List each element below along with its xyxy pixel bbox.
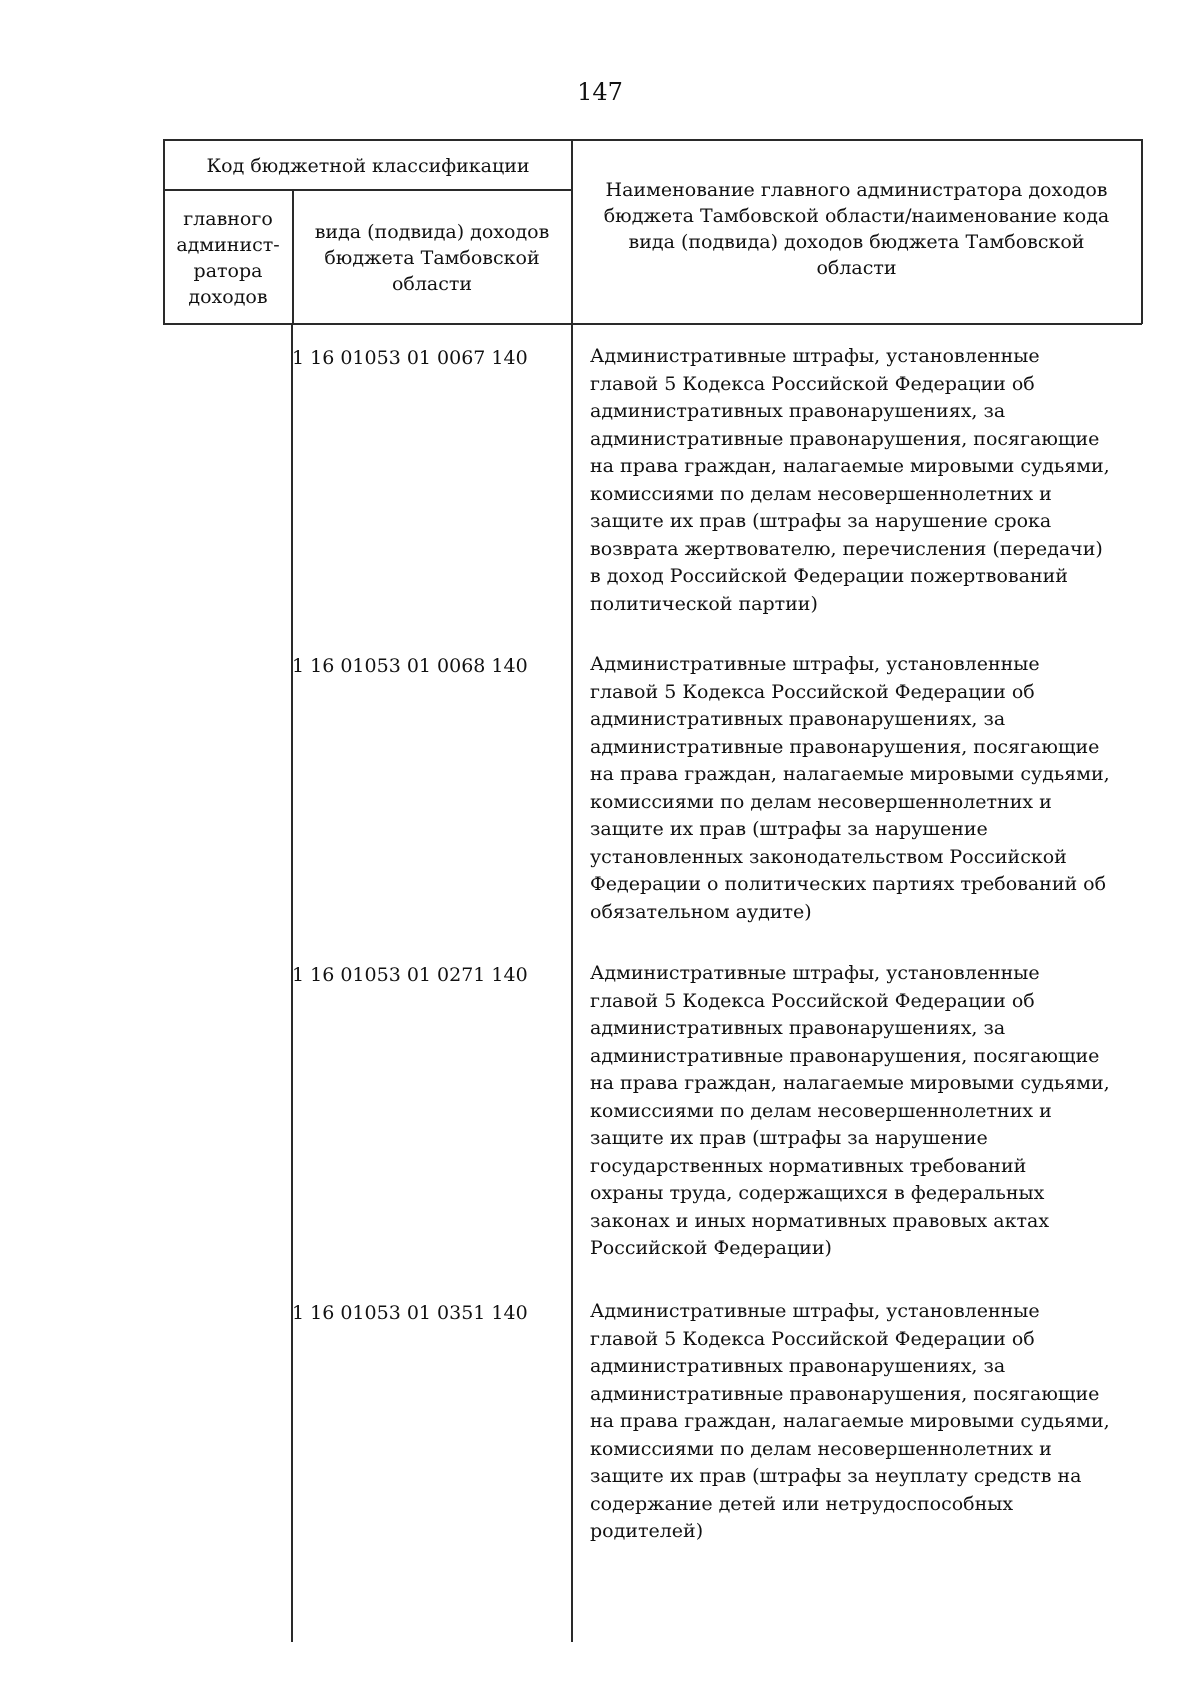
header-col-admin: главного админист- ратора доходов <box>176 208 280 308</box>
header-bottom-border <box>163 323 1142 325</box>
row-description: Административные штрафы, установленные главой 5 Кодекса Российской Федерации об административных правонарушениях, за административные правонарушения, посягающие на права граждан, налагаемые мировыми судьями, комиссиями по делам несовершеннолетних и защите их прав (штрафы за нарушение срока возврата жертвователю, перечисления (передачи) в доход Российской Федерации пожертвований политической партии) <box>590 345 1110 615</box>
header-group-title: Код бюджетной классификации <box>206 155 530 177</box>
header-right-border <box>1141 139 1143 324</box>
row-code: 1 16 01053 01 0067 140 <box>292 347 528 369</box>
col-divider-name <box>571 139 573 1642</box>
header-group-divider <box>163 189 572 191</box>
header-col-code: вида (подвида) доходов бюджета Тамбовской области <box>314 221 550 295</box>
row-description: Административные штрафы, установленные главой 5 Кодекса Российской Федерации об административных правонарушениях, за административные правонарушения, посягающие на права граждан, налагаемые мировыми судьями, комиссиями по делам несовершеннолетних и защите их прав (штрафы за нарушение государственных нормативных требований охраны труда, содержащихся в федеральных законах и иных нормативных правовых актах Российской Федерации) <box>590 962 1110 1259</box>
row-code: 1 16 01053 01 0351 140 <box>292 1302 528 1324</box>
header-col-name: Наименование главного администратора доходов бюджета Тамбовской области/наименование кода вида (подвида) доходов бюджета Тамбовской области <box>603 179 1110 279</box>
header-top-border <box>163 139 1142 141</box>
row-code: 1 16 01053 01 0068 140 <box>292 655 528 677</box>
row-description: Административные штрафы, установленные главой 5 Кодекса Российской Федерации об административных правонарушениях, за административные правонарушения, посягающие на права граждан, налагаемые мировыми судьями, комиссиями по делам несовершеннолетних и защите их прав (штрафы за нарушение установленных законодательством Российской Федерации о политических партиях требований об обязательном аудите) <box>590 653 1110 923</box>
page-number: 147 <box>577 78 623 106</box>
row-code: 1 16 01053 01 0271 140 <box>292 964 528 986</box>
row-description: Административные штрафы, установленные главой 5 Кодекса Российской Федерации об административных правонарушениях, за административные правонарушения, посягающие на права граждан, налагаемые мировыми судьями, комиссиями по делам несовершеннолетних и защите их прав (штрафы за неуплату средств на содержание детей или нетрудоспособных родителей) <box>590 1300 1110 1542</box>
